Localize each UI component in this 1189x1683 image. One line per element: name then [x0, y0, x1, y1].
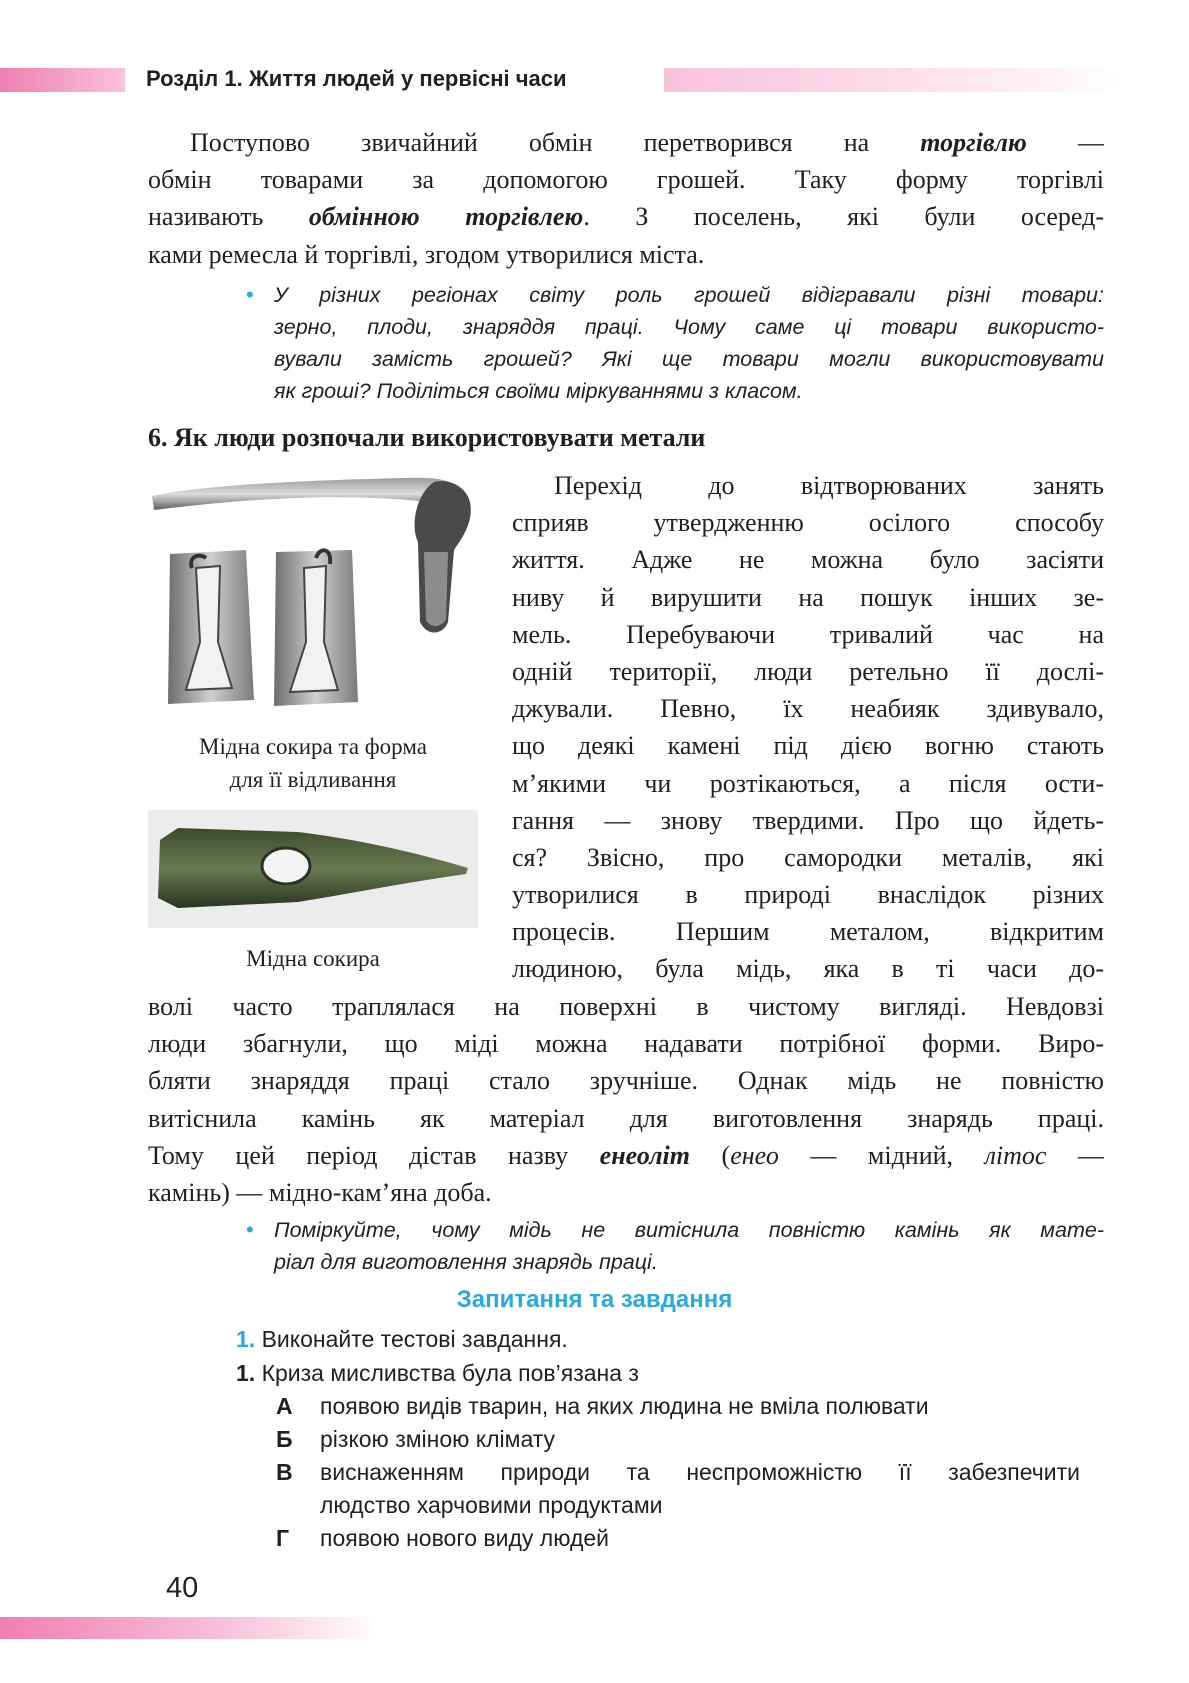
eneolith-line	[148, 1137, 1104, 1211]
bullet-icon: •	[246, 1217, 254, 1242]
intro-line-2: обмін товарами за допомогою грошей. Таку форму торгівлі	[148, 165, 1104, 195]
option-letter: Б	[276, 1426, 293, 1452]
term-eneolith: енеоліт	[599, 1140, 690, 1170]
note-line: Поміркуйте, чому мідь не витіснила повністю камінь як мате-	[274, 1218, 1104, 1242]
note-line: ріал для виготовлення знарядь праці.	[274, 1250, 658, 1274]
side-text-line: ся? Звісно, про самородки металів, які	[512, 842, 1104, 872]
question-note-2	[246, 1214, 1104, 1278]
side-text-line: життя. Адже не можна було засіяти	[512, 545, 1104, 575]
intro-text: називають	[148, 202, 309, 232]
option-text: виснаженням природи та неспроможністю її забезпечити	[320, 1459, 1080, 1485]
intro-text: . З поселень, які були осеред-	[583, 202, 1104, 232]
section-title: Розділ 1. Життя людей у первісні часи	[146, 66, 567, 91]
bullet-icon: •	[246, 282, 254, 307]
term-eneo: енео	[730, 1140, 779, 1170]
eneolith-sentence	[148, 1137, 1104, 1174]
option-letter: А	[276, 1393, 293, 1419]
question-note-1	[246, 279, 1104, 407]
note-line: У різних регіонах світу роль грошей відігравали різні товари:	[274, 283, 1104, 307]
intro-line-3	[148, 198, 1104, 235]
side-text-line: м’якими чи розтікаються, а після ости-	[512, 768, 1104, 798]
intro-text: Поступово звичайний обмін перетворився на	[190, 128, 921, 157]
option-text: появою нового виду людей	[320, 1525, 610, 1551]
image-caption-1	[148, 730, 478, 796]
page-number: 40	[166, 1572, 199, 1604]
task-1	[236, 1326, 568, 1353]
term-litos: літос	[984, 1140, 1047, 1170]
note-line: як гроші? Поділіться своїми міркуваннями з класом.	[274, 379, 803, 403]
header-decor-left	[0, 68, 125, 92]
header-decor-right	[664, 68, 1124, 92]
questions-title: Запитання та завдання	[456, 1286, 733, 1313]
side-text-line: гання — знову твердими. Про що йдеть-	[512, 805, 1104, 835]
side-text-line: процесів. Першим металом, відкритим	[512, 917, 1104, 947]
final-line: камінь) — мідно-кам’яна доба.	[148, 1177, 492, 1207]
option-letter: В	[276, 1459, 293, 1485]
copper-axe-and-mold-image	[148, 472, 478, 710]
section6-side-text	[512, 467, 1104, 988]
body-text: (	[690, 1140, 731, 1170]
full-text-line: люди збагнули, що міді можна надавати потрібної форми. Виро-	[148, 1029, 1104, 1059]
image-caption-2: Мідна сокира	[246, 946, 380, 971]
body-text: Тому цей період дістав назву	[148, 1140, 600, 1170]
test-number: 1.	[236, 1360, 256, 1386]
caption-line: Мідна сокира та форма	[199, 734, 427, 759]
side-text-line: ниву й вирушити на пошук інших зе-	[512, 582, 1104, 612]
body-text: — мідний,	[778, 1140, 985, 1170]
side-text-line: людиною, була мідь, яка в ті часи до-	[512, 954, 1104, 984]
task-text: Виконайте тестові завдання.	[255, 1326, 568, 1352]
side-text-line: джували. Певно, їх неабияк здивувало,	[512, 694, 1104, 724]
copper-axe-image	[148, 810, 478, 928]
option-text: людство харчовими продуктами	[320, 1492, 663, 1518]
side-text-line: мель. Перебуваючи тривалий час на	[512, 619, 1104, 649]
intro-paragraph	[148, 124, 1104, 273]
option-text: різкою зміною клімату	[320, 1426, 556, 1452]
side-text-line: що деякі камені під дією вогню стають	[512, 731, 1104, 761]
side-text-line: утворилися в природі внаслідок різних	[512, 880, 1104, 910]
side-text-line: Перехід до відтворюваних занять	[554, 471, 1104, 500]
term-exchange-trade: обмінною торгівлею	[308, 202, 584, 232]
note-line: зерно, плоди, знаряддя праці. Чому саме ці товари використо-	[274, 315, 1104, 339]
intro-line-1	[148, 124, 1104, 161]
note-line: вували замість грошей? Які ще товари могли використовувати	[274, 347, 1104, 371]
test-1	[236, 1360, 639, 1387]
option-text: появою видів тварин, на яких людина не вміла полювати	[320, 1393, 929, 1419]
full-text-line: витіснила камінь як матеріал для виготовлення знарядь праці.	[148, 1103, 1104, 1133]
intro-text: —	[1026, 128, 1104, 157]
side-text-line: одній території, люди ретельно її дослі-	[512, 656, 1104, 686]
full-text-line: бляти знаряддя праці стало зручніше. Однак мідь не повністю	[148, 1066, 1104, 1096]
task-number: 1.	[236, 1326, 256, 1352]
option-letter: Г	[276, 1525, 290, 1551]
intro-line-4: ками ремесла й торгівлі, згодом утворилися міста.	[148, 239, 705, 269]
caption-line: для її відливання	[229, 767, 397, 792]
body-text: —	[1046, 1140, 1104, 1170]
full-text-line: волі часто траплялася на поверхні в чистому вигляді. Невдовзі	[148, 992, 1104, 1021]
test-text: Криза мисливства була пов’язана з	[255, 1360, 639, 1386]
section-heading: 6. Як люди розпочали використовувати метали	[148, 423, 706, 452]
section6-full-text	[148, 988, 1104, 1137]
side-text-line: сприяв утвердженню осілого способу	[512, 508, 1104, 538]
term-trade: торгівлю	[920, 128, 1027, 157]
footer-decor	[0, 1617, 380, 1639]
